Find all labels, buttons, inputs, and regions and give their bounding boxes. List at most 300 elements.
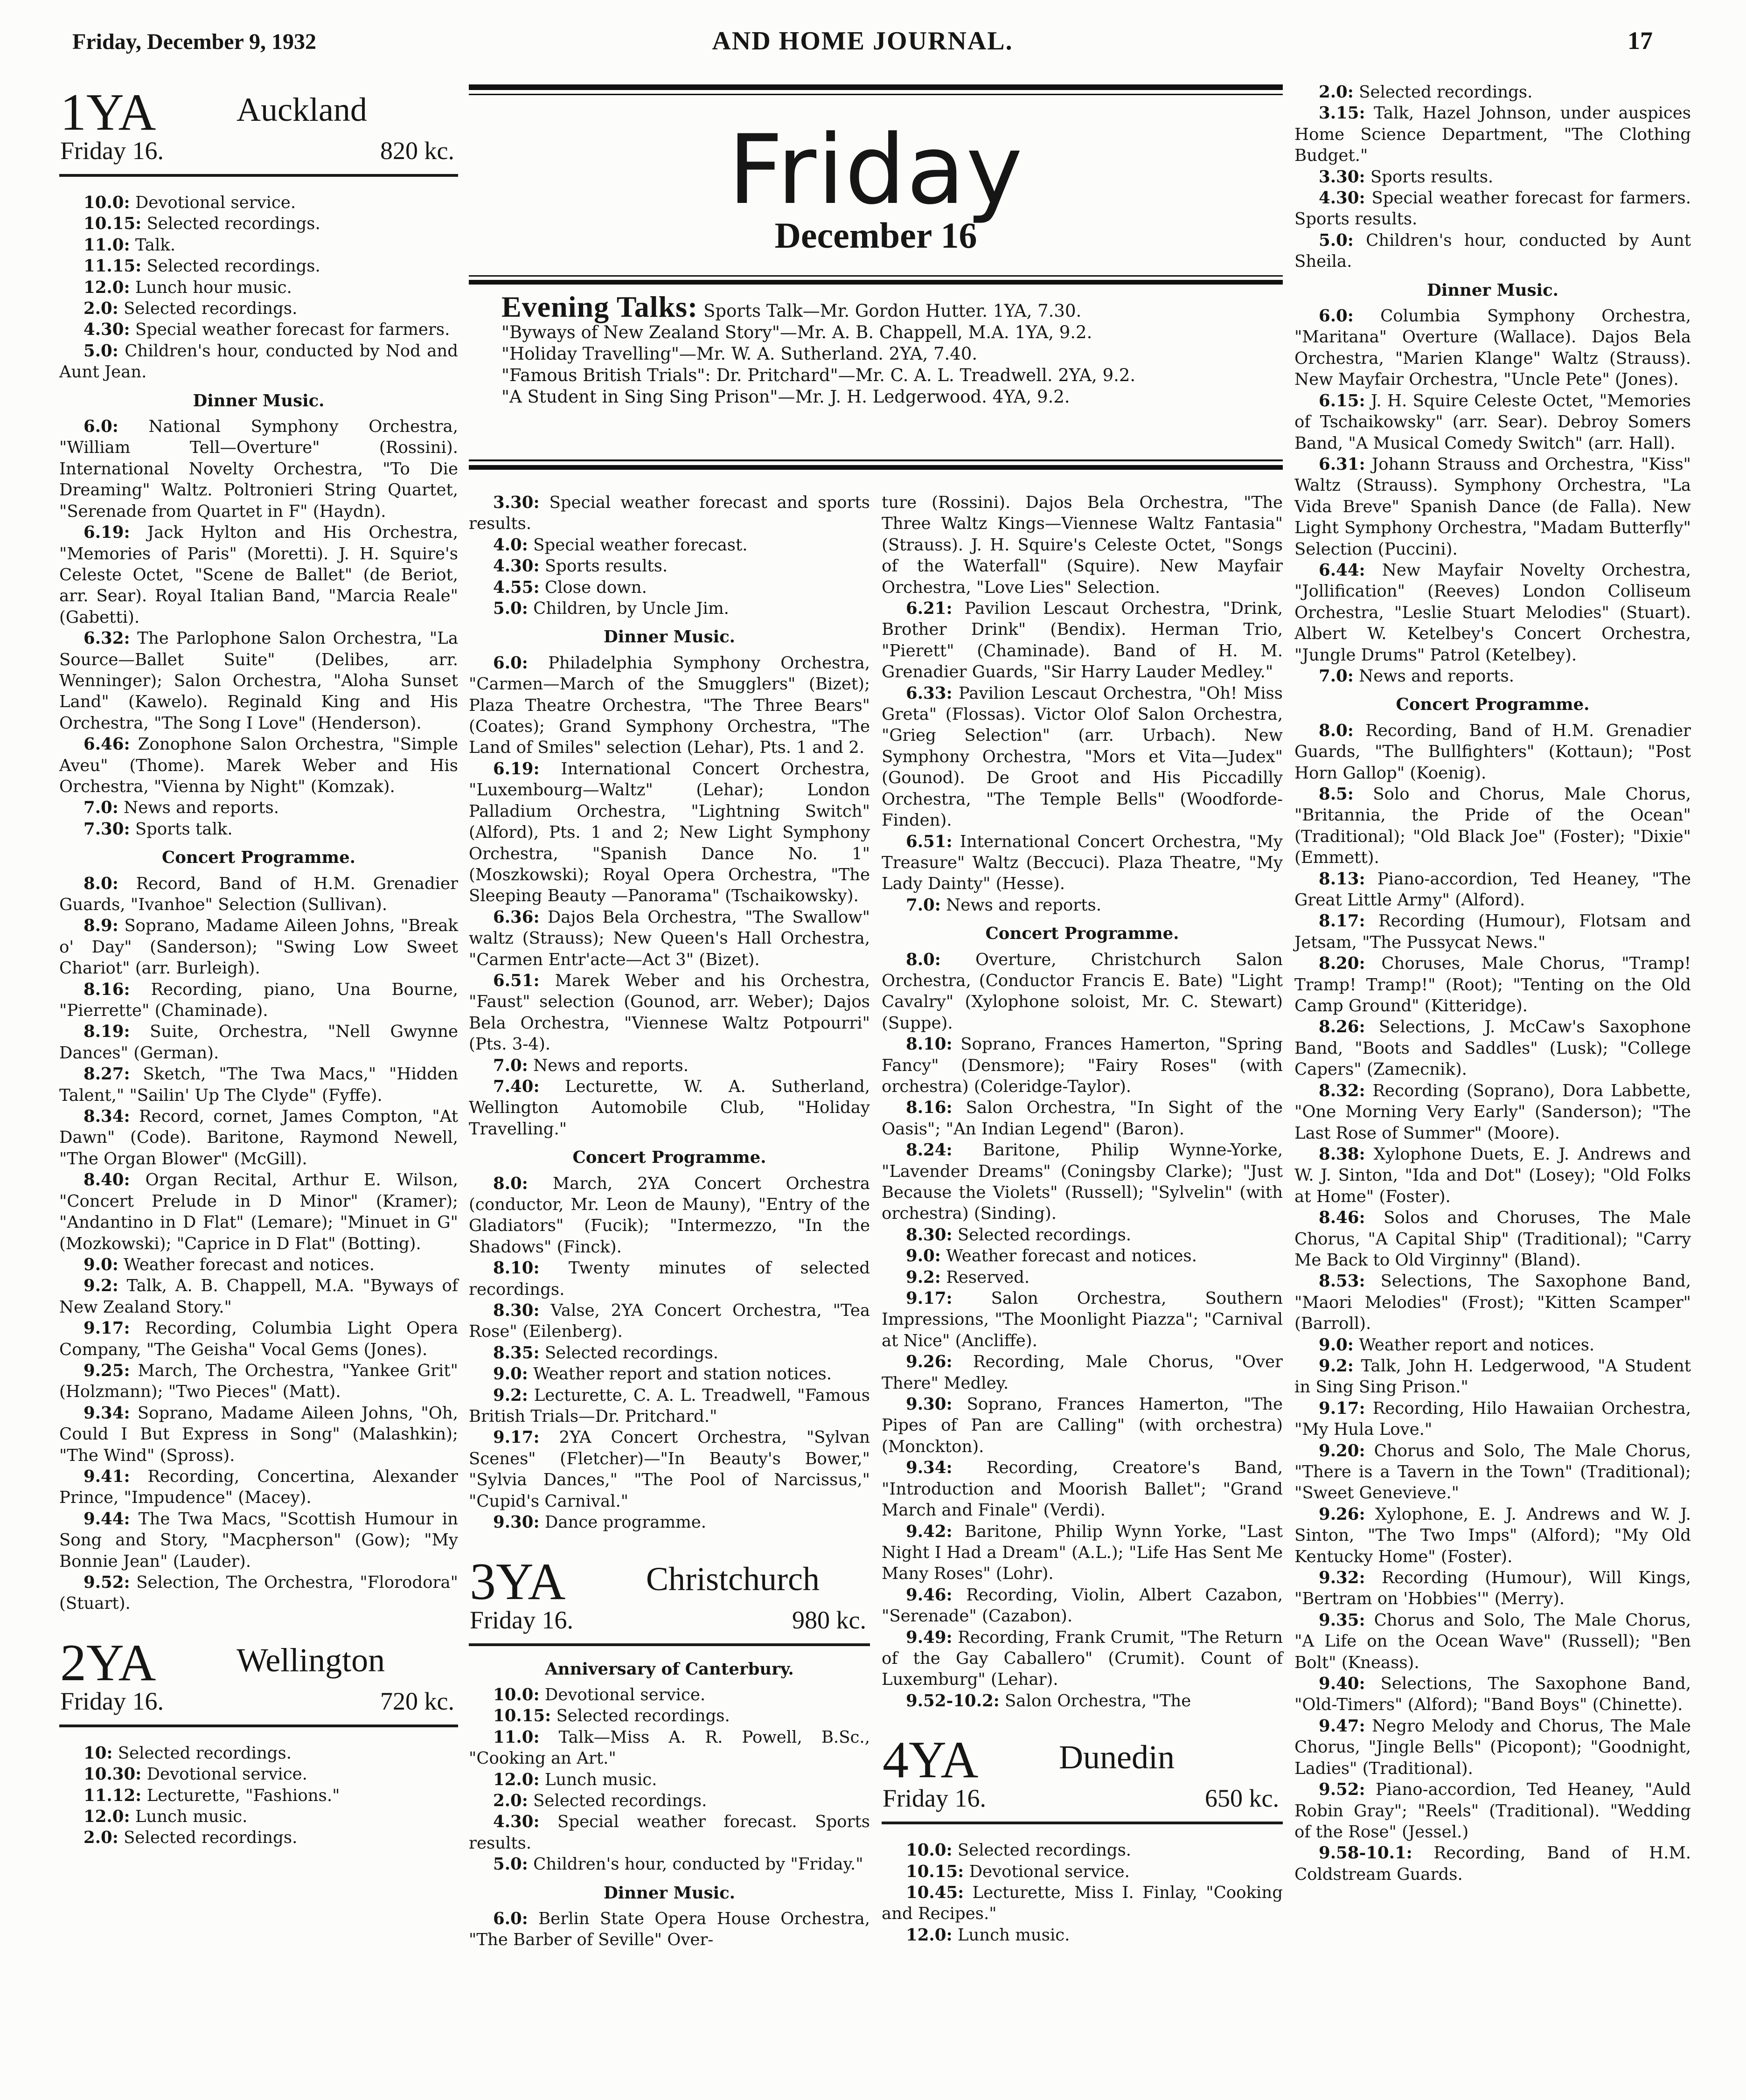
programme-time: 10: [83,1743,113,1763]
programme-time: 9.40: [1319,1674,1365,1694]
programme-item [59,1764,458,1785]
programme-time: 9.2: [1319,1356,1354,1376]
programme-text: Philadelphia Symphony Orchestra, "Carmen—March of the Smugglers" (Bizet); Plaza Theatre Orchestra, "The Three Bears" (Coates); Grand Symphony Orchestra, "The Land of Smiles" selection (Lehar), Pts. 1 and 2. [469,653,870,758]
programme-text: Selected recordings. [118,1828,298,1848]
programme-time: 4.30: [1319,188,1365,208]
programme-item [469,577,870,598]
programme-text: Solo and Chorus, Male Chorus, "Britannia, the Pride of the Ocean" (Traditional); "Old Black Joe" (Foster); "Dixie" (Emmett). [1294,785,1691,868]
programme-text: Recording, Columbia Light Opera Company, "The Geisha" Vocal Gems (Jones). [59,1319,458,1359]
programme-time: 9.0: [1319,1335,1354,1355]
programme-item [882,1097,1283,1140]
programme-time: 8.26: [1319,1017,1365,1037]
programme-time: 9.52: [83,1573,130,1592]
programme-time: 10.0: [83,193,130,212]
station-call: 3YA [470,1552,566,1611]
programme-time: 9.26: [906,1352,953,1372]
programme-text: Children's hour, conducted by Aunt Sheila. [1294,230,1691,271]
station-header-1ya [59,82,458,182]
programme-text: Selected recordings. [952,1225,1132,1245]
programme-time: 9.42: [906,1522,953,1541]
programme-text: Lunch music. [539,1770,657,1789]
programme-list [469,1908,870,1951]
programme-text: Berlin State Opera House Orchestra, "The Barber of Seville" Over- [469,1909,870,1950]
programme-time: 8.16: [83,980,130,999]
programme-time: 2.0: [1319,83,1354,102]
programme-text: Talk, John H. Ledgerwood, "A Student in Sing Sing Prison." [1294,1356,1691,1397]
station-frequency: 720 kc. [380,1687,454,1715]
programme-item [469,1076,870,1140]
page-number: 17 [1628,27,1653,55]
programme-time: 8.17: [1319,911,1365,931]
programme-text: Lunch music. [952,1925,1070,1945]
programme-item [1294,953,1691,1016]
programme-time: 4.55: [493,577,540,597]
programme-item [1294,1440,1691,1504]
station-city: Wellington [237,1641,385,1679]
programme-item [59,797,458,818]
programme-time: 5.0: [83,341,118,361]
programme-text: ture (Rossini). Dajos Bela Orchestra, "The Three Waltz Kings—Viennese Waltz Fantasia" (Strauss). J. H. Squire's Celeste Octet, "Songs of the Waterfall" (Squire). New Mayfair Orchestra, "Love Lies" Selection. [882,493,1283,597]
programme-text: Recording, Concertina, Alexander Prince, "Impudence" (Macey). [59,1467,458,1508]
programme-time: 6.44: [1319,560,1365,580]
programme-item [469,535,870,556]
programme-text: Selections, The Saxophone Band, "Maori Melodies" (Frost); "Kitten Scamper" (Barroll). [1294,1272,1691,1334]
divider [59,174,458,177]
evening-talks [501,290,1262,408]
programme-text: Close down. [539,577,647,597]
programme-text: Twenty minutes of selected recordings. [469,1259,870,1299]
programme-time: 12.0: [83,278,130,297]
programme-item [59,1403,458,1466]
programme-text: Dajos Bela Orchestra, "The Swallow" waltz (Strauss); New Queen's Hall Orchestra, "Carmen Entr'acte—Act 3" (Bizet). [469,907,870,969]
programme-time: 10.45: [906,1883,964,1902]
programme-text: Lunch music. [130,1807,248,1827]
programme-text: Recording (Humour), Will Kings, "Bertram on 'Hobbies'" (Merry). [1294,1568,1691,1609]
programme-item [59,915,458,979]
programme-text: Special weather forecast for farmers. Sports results. [1294,188,1691,229]
divider [469,459,1283,461]
programme-item [469,1790,870,1811]
programme-item [1294,103,1691,166]
programme-time: 9.41: [83,1467,130,1486]
programme-text: Piano-accordion, Ted Heaney, "Auld Robin Gray"; "Reels" (Traditional). "Wedding of the Rose" (Jessel.) [1294,1780,1691,1842]
section-heading: Dinner Music. [603,627,736,647]
station-header-3ya [469,1551,870,1651]
programme-time: 9.52: [1319,1780,1365,1800]
programme-text: Marek Weber and his Orchestra, "Faust" selection (Gounod, arr. Weber); Dajos Bela Orchestra, "Viennese Waltz Potpourri" (Pts. 3-4). [469,971,870,1054]
programme-time: 2.0: [83,299,118,319]
programme-text: International Concert Orchestra, "Luxembourg—Waltz" (Lehar); London Palladium Orchestra, "Lightning Switch" (Alford), Pts. 1 and 2; New Light Symphony Orchestra, "Spanish Dance No. 1" (Moszkowski); Royal Opera Orchestra, "The Sleeping Beauty —Panorama" (Tschaikowsky). [469,759,870,906]
programme-text: Selected recordings. [952,1841,1132,1860]
programme-time: 8.9: [83,916,118,936]
programme-time: 9.52-10.2: [906,1691,1000,1711]
programme-time: 10.0: [493,1685,540,1704]
programme-time: 10.15: [906,1862,964,1881]
programme-list [882,492,1283,916]
programme-item [59,1572,458,1614]
programme-time: 10.15: [83,214,142,234]
programme-time: 8.10: [493,1259,540,1278]
programme-item [59,298,458,319]
programme-item [1294,1843,1691,1885]
programme-list [469,1173,870,1533]
programme-time: 5.0: [493,1855,528,1874]
programme-text: Lunch hour music. [130,278,292,297]
programme-item [882,1394,1283,1457]
programme-text: Pavilion Lescaut Orchestra, "Oh! Miss Greta" (Flossas). Victor Olof Salon Orchestra, "Grieg Selection" (arr. Urbach). New Symphony Orchestra, "Mors et Vita—Judex" (Gounod). De Groot and His Piccadilly Orchestra, "The Temple Bells" (Woodforde-Finden). [882,683,1283,830]
programme-time: 6.19: [83,523,130,542]
programme-time: 9.44: [83,1509,130,1529]
programme-text: Zonophone Salon Orchestra, "Simple Aveu" (Thome). Marek Weber and His Orchestra, "Vienna by Night" (Komzak). [59,735,458,796]
station-day: Friday 16. [60,137,164,165]
station-frequency: 650 kc. [1205,1784,1279,1813]
programme-item [59,1275,458,1318]
programme-text: Selected recordings. [112,1743,292,1763]
programme-item [1294,230,1691,272]
programme-time: 6.33: [906,683,953,703]
section-heading: Concert Programme. [1396,695,1590,715]
masthead-date: December 16 [774,215,977,256]
programme-text: Lecturette, C. A. L. Treadwell, "Famous British Trials—Dr. Pritchard." [469,1385,870,1426]
programme-time: 8.20: [1319,954,1365,974]
programme-time: 8.35: [493,1343,540,1363]
station-frequency: 820 kc. [380,137,454,165]
programme-time: 8.0: [83,874,118,893]
programme-item [882,1585,1283,1627]
programme-time: 6.46: [83,735,130,754]
programme-item [1294,869,1691,911]
programme-text: Xylophone, E. J. Andrews and W. J. Sinton, "The Two Imps" (Alford); "My Old Kentucky Home" (Foster). [1294,1504,1691,1566]
programme-time: 6.36: [493,907,540,927]
station-frequency: 980 kc. [792,1606,866,1634]
programme-time: 8.0: [906,950,941,969]
programme-text: Recording, Band of H.M. Coldstream Guards. [1294,1843,1691,1884]
programme-time: 9.0: [493,1364,528,1384]
programme-text: Xylophone Duets, E. J. Andrews and W. J. Sinton, "Ida and Dot" (Losey); "Old Folks at Home" (Foster). [1294,1144,1691,1206]
programme-time: 8.0: [1319,721,1354,740]
programme-item [469,1385,870,1427]
programme-item [882,1267,1283,1288]
divider [469,465,1283,470]
programme-item [59,416,458,522]
programme-time: 9.17: [906,1289,953,1308]
programme-text: Devotional service. [964,1862,1130,1881]
programme-item [59,873,458,916]
programme-item [469,1055,870,1076]
programme-time: 2.0: [83,1828,118,1848]
programme-text: Selection, The Orchestra, "Florodora" (Stuart). [59,1573,458,1613]
programme-text: Lecturette, Miss I. Finlay, "Cooking and Recipes." [882,1883,1283,1924]
programme-time: 9.30: [493,1513,540,1532]
programme-time: 8.32: [1319,1081,1365,1100]
programme-text: Recording (Soprano), Dora Labbette, "One Morning Very Early" (Sanderson); "The Last Rose of Summer" (Moore). [1294,1081,1691,1143]
programme-text: Chorus and Solo, The Male Chorus, "A Life on the Ocean Wave" (Russell); "Ben Bolt" (Kneass). [1294,1610,1691,1672]
programme-text: J. H. Squire Celeste Octet, "Memories of Tschaikowsky" (arr. Sear). Debroy Somers Band, "A Musical Comedy Switch" (arr. Hall). [1294,391,1691,453]
programme-item [469,1512,870,1533]
programme-time: 9.0: [906,1246,941,1266]
section-heading: Concert Programme. [572,1148,766,1168]
programme-time: 9.20: [1319,1441,1365,1460]
programme-text: Recording, piano, Una Bourne, "Pierrette" (Chaminade). [59,980,458,1021]
programme-time: 8.24: [906,1140,953,1160]
programme-text: Baritone, Philip Wynne-Yorke, "Lavender Dreams" (Coningsby Clarke); "Just Because the Violets" (Russell); "Sylvelin" (with orchestra) (Sinding). [882,1140,1283,1224]
programme-item [469,1342,870,1363]
programme-item [1294,454,1691,560]
programme-item [59,1169,458,1254]
programme-time: 7.30: [83,819,130,839]
programme-text: Jack Hylton and His Orchestra, "Memories of Paris" (Moretti). J. H. Squire's Celeste Octet, "Scene de Ballet" (de Beriot, arr. Sear). Royal Italian Band, "Marcia Reale" (Gabetti). [59,523,458,627]
programme-text: Negro Melody and Chorus, The Male Chorus, "Jingle Bells" (Picopont); "Goodnight, Ladies" (Traditional). [1294,1716,1691,1778]
column-2 [469,492,870,1951]
evening-talks-label: Evening Talks: [501,290,698,323]
programme-item [59,734,458,797]
programme-time: 8.19: [83,1022,130,1042]
programme-item [882,598,1283,683]
programme-list [882,949,1283,1712]
programme-time: 8.38: [1319,1144,1365,1164]
programme-text: Selections, The Saxophone Band, "Old-Timers" (Alford); "Band Boys" (Chinette). [1294,1674,1691,1715]
programme-text: Columbia Symphony Orchestra, "Maritana" Overture (Wallace). Dajos Bela Orchestra, "Marien Klange" Waltz (Strauss). New Mayfair Orchestra, "Uncle Pete" (Jones). [1294,306,1691,389]
programme-time: 7.0: [83,798,118,818]
section-heading: Dinner Music. [603,1883,736,1903]
column-4 [1294,82,1691,1885]
programme-item [1294,1716,1691,1779]
programme-text: Organ Recital, Arthur E. Wilson, "Concert Prelude in D Minor" (Kramer); "Andantino in D Flat" (Lemare); "Minuet in G" (Mozkowski); "Caprice in D Flat" (Botting). [59,1170,458,1253]
programme-time: 9.17: [493,1428,540,1447]
programme-item [469,1811,870,1854]
programme-text: National Symphony Orchestra, "William Tell—Overture" (Rossini). International Novelty Orchestra, "To Die Dreaming" Waltz. Poltronieri String Quartet, "Serenade from Quartet in F" (Haydn). [59,417,458,521]
programme-list [1294,82,1691,272]
programme-item [1294,1567,1691,1610]
programme-time: 10.30: [83,1765,142,1784]
programme-time: 12.0: [906,1925,953,1945]
programme-item [882,683,1283,831]
programme-item [59,277,458,298]
programme-item [59,1360,458,1403]
programme-text: News and reports. [1353,666,1514,686]
programme-time: 8.53: [1319,1272,1365,1291]
programme-time: 8.5: [1319,785,1354,804]
programme-text: Weather report and notices. [1353,1335,1595,1355]
station-city: Auckland [237,91,367,128]
programme-item [469,1363,870,1384]
programme-text: Sports results. [539,556,668,576]
programme-text: News and reports. [940,895,1101,915]
programme-item [59,1466,458,1509]
section-heading: Concert Programme. [985,924,1179,944]
programme-item [1294,82,1691,103]
programme-item [1294,1207,1691,1271]
programme-time: 6.19: [493,759,540,779]
programme-text: Children's hour, conducted by Nod and Aunt Jean. [59,341,458,382]
programme-item [469,1173,870,1258]
programme-text: Special weather forecast and sports results. [469,493,870,534]
divider [469,280,1283,285]
programme-text: Recording, Hilo Hawaiian Orchestra, "My Hula Love." [1294,1398,1691,1439]
programme-time: 4.30: [83,320,130,340]
programme-time: 9.46: [906,1585,953,1605]
programme-item [882,1882,1283,1925]
programme-text: Pavilion Lescaut Orchestra, "Drink, Brother Drink" (Bendix). Herman Trio, "Pierett" (Chaminade). Band of H. M. Grenadier Guards, "Sir Harry Lauder Medley." [882,599,1283,682]
programme-item [1294,1610,1691,1673]
programme-item [882,949,1283,1034]
programme-text: Piano-accordion, Ted Heaney, "The Great Little Army" (Alford). [1294,869,1691,910]
programme-item [469,758,870,907]
programme-time: 8.10: [906,1035,953,1054]
running-head [72,24,1653,62]
programme-text: Devotional service. [539,1685,706,1704]
section-heading: Dinner Music. [193,391,325,410]
programme-text: Talk, Hazel Johnson, under auspices Home Science Department, "The Clothing Budget." [1294,104,1691,166]
programme-text: March, 2YA Concert Orchestra (conductor, Mr. Leon de Mauny), "Entry of the Gladiators" (Fucik); "Intermezzo, "In the Shadows" (Finck). [469,1174,870,1257]
programme-time: 9.2: [83,1276,118,1296]
programme-time: 6.0: [1319,306,1354,326]
section-heading: Concert Programme. [161,848,356,868]
station-city: Christchurch [646,1560,820,1598]
programme-time: 9.49: [906,1627,953,1647]
programme-item [1294,720,1691,784]
programme-item [882,492,1283,598]
programme-list [59,873,458,1614]
programme-item [1294,1398,1691,1440]
divider [469,275,1283,277]
programme-item [1294,1080,1691,1144]
programme-text: Special weather forecast. [528,535,748,555]
programme-text: New Mayfair Novelty Orchestra, "Jollification" (Reeves) London Colliseum Orchestra, "Leslie Stuart Melodies" (Stuart). Albert W. Ketelbey's Concert Orchestra, "Jungle Drums" Patrol (Ketelbey). [1294,560,1691,665]
programme-text: Reserved. [940,1267,1030,1287]
programme-item [59,1785,458,1806]
programme-text: Devotional service. [141,1765,307,1784]
programme-text: Talk. [130,235,176,255]
masthead-day: Friday [728,115,1024,226]
programme-text: Recording, Frank Crumit, "The Return of the Gay Caballero" (Crumit). Count of Luxemburg" (Lehar). [882,1627,1283,1690]
programme-item [469,492,870,535]
programme-text: Choruses, Male Chorus, "Tramp! Tramp! Tramp!" (Root); "Tenting on the Old Camp Ground" (Kitteridge). [1294,954,1691,1016]
programme-text: Selected recordings. [141,257,320,276]
programme-item [1294,1144,1691,1207]
programme-item [469,1727,870,1769]
programme-text: Talk—Miss A. R. Powell, B.Sc., "Cooking an Art." [469,1727,870,1768]
programme-text: Salon Orchestra, "The [999,1691,1191,1711]
programme-text: Overture, Christchurch Salon Orchestra, (Conductor Francis E. Bate) "Light Cavalry" (Xylophone soloist, Mr. C. Stewart) (Suppe). [882,950,1283,1033]
programme-item [59,341,458,383]
programme-item [59,1064,458,1106]
programme-time: 9.32: [1319,1568,1365,1588]
programme-item [882,1224,1283,1245]
programme-time: 12.0: [83,1807,130,1827]
programme-time: 3.30: [1319,167,1365,187]
programme-text: March, The Orchestra, "Yankee Grit" (Holzmann); "Two Pieces" (Matt). [59,1361,458,1402]
programme-text: Recording (Humour), Flotsam and Jetsam, "The Pussycat News." [1294,911,1691,952]
programme-item [1294,666,1691,687]
divider [882,1822,1283,1824]
programme-time: 8.16: [906,1098,953,1118]
programme-item [882,1140,1283,1224]
programme-time: 7.0: [493,1056,528,1075]
programme-time: 9.2: [906,1267,941,1287]
programme-item [1294,1504,1691,1567]
programme-time: 2.0: [493,1791,528,1810]
programme-item [59,319,458,340]
divider [59,1725,458,1727]
programme-text: Selected recordings. [551,1706,730,1726]
programme-time: 6.0: [83,417,118,437]
programme-time: 9.34: [83,1403,130,1423]
journal-title: AND HOME JOURNAL. [712,27,1013,56]
programme-text: Recording, Band of H.M. Grenadier Guards, "The Bullfighters" (Kottaun); "Post Horn Gallop" (Koenig). [1294,721,1691,783]
programme-time: 8.13: [1319,869,1365,889]
divider [469,84,1283,90]
programme-item [59,1827,458,1848]
programme-time: 9.58-10.1: [1319,1843,1412,1863]
programme-item [59,1318,458,1360]
programme-time: 6.31: [1319,454,1365,474]
programme-item [1294,1356,1691,1398]
section-heading: Dinner Music. [1426,280,1559,300]
programme-time: 11.0: [493,1727,540,1747]
programme-time: 6.0: [493,653,528,673]
column-1 [59,82,458,1849]
programme-item [1294,1271,1691,1334]
programme-item [1294,1335,1691,1356]
programme-time: 9.17: [1319,1398,1365,1418]
programme-text: Lecturette, "Fashions." [141,1786,340,1805]
programme-time: 9.26: [1319,1504,1365,1524]
programme-item [882,1351,1283,1394]
programme-time: 8.27: [83,1064,130,1084]
programme-text: News and reports. [118,798,279,818]
programme-item [469,1300,870,1342]
programme-text: Soprano, Frances Hamerton, "Spring Fancy" (Densmore); "Fairy Roses" (with orchestra) (Coleridge-Taylor). [882,1035,1283,1096]
programme-item [882,1034,1283,1097]
issue-date: Friday, December 9, 1932 [72,29,317,54]
programme-time: 3.15: [1319,104,1365,123]
programme-time: 3.30: [493,493,540,512]
programme-time: 7.0: [1319,666,1354,686]
programme-list [59,1743,458,1849]
programme-item [469,1684,870,1705]
programme-text: Selections, J. McCaw's Saxophone Band, "Boots and Saddles" (Lusk); "College Capers" (Zamecnik). [1294,1017,1691,1079]
programme-item [1294,1016,1691,1080]
programme-text: Lecturette, W. A. Sutherland, Wellington Automobile Club, "Holiday Travelling." [469,1077,870,1139]
programme-item [1294,188,1691,230]
programme-item [59,819,458,840]
programme-item [882,1925,1283,1946]
programme-text: Baritone, Philip Wynn Yorke, "Last Night I Had a Dream" (A.L.); "Life Has Sent Me Many Roses" (Lohr). [882,1522,1283,1584]
programme-list [1294,720,1691,1885]
programme-time: 9.47: [1319,1716,1365,1736]
programme-list [469,653,870,1140]
programme-item [469,1908,870,1951]
programme-text: Selected recordings. [141,214,320,234]
programme-list [882,1840,1283,1946]
programme-time: 9.0: [83,1255,118,1274]
programme-item [59,256,458,277]
programme-text: Salon Orchestra, Southern Impressions, "The Moonlight Piazza"; "Carnival at Nice" (Ancliffe). [882,1289,1283,1350]
programme-text: Sketch, "The Twa Macs," "Hidden Talent," "Sailin' Up The Clyde" (Fyffe). [59,1064,458,1105]
programme-text: Recording, Creatore's Band, "Introduction and Moorish Ballet"; "Grand March and Finale" (Verdi). [882,1458,1283,1520]
station-header-2ya [59,1632,458,1732]
station-call: 2YA [60,1634,156,1692]
programme-time: 11.0: [83,235,130,255]
talk-item: Sports Talk—Mr. Gordon Hutter. 1YA, 7.30. [703,301,1082,321]
programme-item [59,192,458,213]
programme-text: Soprano, Madame Aileen Johns, "Oh, Could I But Express in Song" (Malashkin); "The Wind" (Spross). [59,1403,458,1465]
programme-item [469,598,870,619]
programme-item [1294,911,1691,953]
programme-item [1294,1779,1691,1843]
programme-time: 9.30: [906,1395,953,1414]
